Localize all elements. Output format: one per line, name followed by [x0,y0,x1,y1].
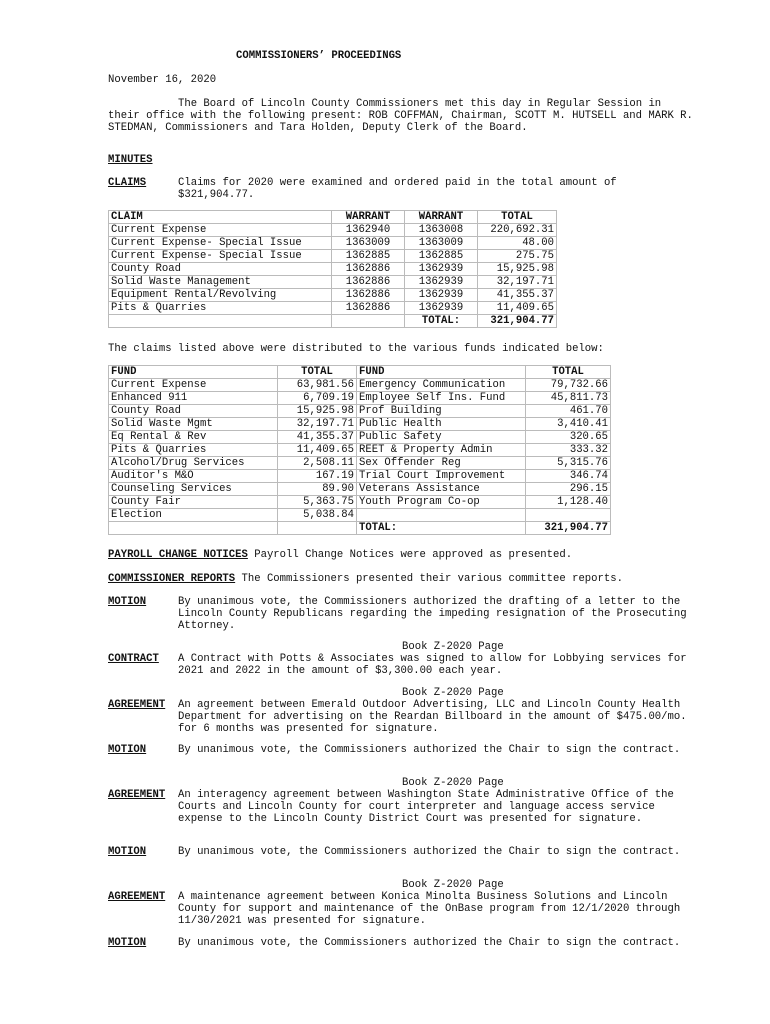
fund-total: 346.74 [526,470,611,483]
fund-name: Enhanced 911 [109,392,278,405]
claim-name: Equipment Rental/Revolving [109,289,332,302]
fund-total: 89.90 [278,483,357,496]
table-row [109,496,611,509]
fund-total: 11,409.65 [278,444,357,457]
table-row [109,224,557,237]
agreement-heading: AGREEMENT [108,699,166,711]
fund-total: 45,811.73 [526,392,611,405]
fund-total: 1,128.40 [526,496,611,509]
warrant-to: 1362939 [405,276,478,289]
warrant-from: 1363009 [332,237,405,250]
fund-name: Youth Program Co-op [357,496,526,509]
fund-name: Counseling Services [109,483,278,496]
meeting-date: November 16, 2020 [108,74,217,86]
contract-heading: CONTRACT [108,653,159,665]
table-row [109,379,611,392]
fund-name: Public Safety [357,431,526,444]
table-row [109,431,611,444]
fund-total: 461.70 [526,405,611,418]
warrant-from: 1362940 [332,224,405,237]
fund-total: 3,410.41 [526,418,611,431]
payroll-text: Payroll Change Notices were approved as presented. [247,549,573,561]
funds-total-row [109,522,611,535]
claim-name: County Road [109,263,332,276]
warrant-from: 1362886 [332,289,405,302]
claims-heading: CLAIMS [108,177,147,189]
warrant-to: 1362939 [405,289,478,302]
motion-heading: MOTION [108,937,147,949]
fund-name [357,509,526,522]
book-reference: Book Z-2020 Page [402,687,504,699]
claim-total: 15,925.98 [478,263,557,276]
fund-total: 6,709.19 [278,392,357,405]
fund-total: 296.15 [526,483,611,496]
funds-total-label: TOTAL: [357,522,526,535]
claim-name: Current Expense- Special Issue [109,237,332,250]
intro-paragraph: The Board of Lincoln County Commissioners met this day in Regular Session in their office with the following present: ROB COFFMAN, Chairman, SCOTT M. HUTSELL and MARK R. STEDMAN, Commissioners and Tara Holden, Deputy Clerk of the Board. [108,98,693,134]
fund-total: 63,981.56 [278,379,357,392]
warrant-from: 1362886 [332,263,405,276]
fund-total: 5,038.84 [278,509,357,522]
contract-text: A Contract with Potts & Associates was signed to allow for Lobbying services for 2021 and 2022 in the amount of $3,300.00 each year. [178,653,687,677]
funds-total-value: 321,904.77 [526,522,611,535]
claim-total: 32,197.71 [478,276,557,289]
table-row [109,483,611,496]
claims-total-value: 321,904.77 [478,315,557,328]
table-row [109,457,611,470]
fund-name: Public Health [357,418,526,431]
funds-header-row [109,366,611,379]
warrant-to: 1363008 [405,224,478,237]
claims-text-line2: $321,904.77. [178,189,255,201]
claims-col-total: TOTAL [478,211,557,224]
payroll-section [108,549,572,561]
fund-name: County Road [109,405,278,418]
fund-name: Auditor's M&O [109,470,278,483]
claim-total: 48.00 [478,237,557,250]
motion-heading: MOTION [108,596,147,608]
fund-name: Election [109,509,278,522]
fund-name: Trial Court Improvement [357,470,526,483]
fund-total: 15,925.98 [278,405,357,418]
page-title: COMMISSIONERS’ PROCEEDINGS [236,50,402,62]
payroll-heading: PAYROLL CHANGE NOTICES [108,549,248,561]
warrant-to: 1362939 [405,302,478,315]
book-reference: Book Z-2020 Page [402,879,504,891]
warrant-to: 1362885 [405,250,478,263]
motion-text: By unanimous vote, the Commissioners authorized the Chair to sign the contract. [178,744,681,756]
funds-col-total-1: TOTAL [278,366,357,379]
claims-col-warrant-from: WARRANT [332,211,405,224]
funds-col-total-2: TOTAL [526,366,611,379]
claims-table [108,210,557,328]
fund-name: Alcohol/Drug Services [109,457,278,470]
agreement-heading: AGREEMENT [108,789,166,801]
claim-total: 220,692.31 [478,224,557,237]
warrant-to: 1363009 [405,237,478,250]
claim-total: 11,409.65 [478,302,557,315]
claim-total: 41,355.37 [478,289,557,302]
claims-col-claim: CLAIM [109,211,332,224]
table-row [109,237,557,250]
fund-name: Prof Building [357,405,526,418]
fund-total: 167.19 [278,470,357,483]
table-row [109,418,611,431]
warrant-from: 1362886 [332,276,405,289]
fund-name: County Fair [109,496,278,509]
claim-name: Pits & Quarries [109,302,332,315]
warrant-from: 1362886 [332,302,405,315]
funds-table [108,365,611,535]
claim-total: 275.75 [478,250,557,263]
agreement-text: An agreement between Emerald Outdoor Advertising, LLC and Lincoln County Health Department for advertising on the Reardan Billboard in the amount of $475.00/mo. for 6 months was presented for signature. [178,699,687,735]
claims-header-row [109,211,557,224]
book-reference: Book Z-2020 Page [402,777,504,789]
warrant-from: 1362885 [332,250,405,263]
fund-name: Employee Self Ins. Fund [357,392,526,405]
motion-heading: MOTION [108,744,147,756]
motion-text: By unanimous vote, the Commissioners authorized the Chair to sign the contract. [178,937,681,949]
fund-name: Veterans Assistance [357,483,526,496]
fund-name: Solid Waste Mgmt [109,418,278,431]
claims-col-warrant-to: WARRANT [405,211,478,224]
table-row [109,509,611,522]
book-reference: Book Z-2020 Page [402,641,504,653]
reports-section [108,573,623,585]
fund-total: 5,315.76 [526,457,611,470]
table-row [109,250,557,263]
fund-total: 2,508.11 [278,457,357,470]
table-row [109,444,611,457]
fund-name: Pits & Quarries [109,444,278,457]
fund-name: REET & Property Admin [357,444,526,457]
claims-total-row [109,315,557,328]
warrant-to: 1362939 [405,263,478,276]
funds-col-fund-1: FUND [109,366,278,379]
claims-text-line1: Claims for 2020 were examined and ordered paid in the total amount of [178,177,617,189]
fund-total: 32,197.71 [278,418,357,431]
fund-name: Current Expense [109,379,278,392]
agreement-text: An interagency agreement between Washington State Administrative Office of the Courts and Lincoln County for court interpreter and language access service expense to the Lincoln County District Court was presented for signature. [178,789,674,825]
fund-total [526,509,611,522]
motion-text: By unanimous vote, the Commissioners authorized the Chair to sign the contract. [178,846,681,858]
motion-heading: MOTION [108,846,147,858]
agreement-text: A maintenance agreement between Konica Minolta Business Solutions and Lincoln County for support and maintenance of the OnBase program from 12/1/2020 through 11/30/2021 was presented for signature. [178,891,681,927]
table-row [109,405,611,418]
minutes-heading: MINUTES [108,154,153,166]
table-row [109,302,557,315]
reports-text: The Commissioners presented their various committee reports. [235,573,623,585]
table-row [109,263,557,276]
table-row [109,470,611,483]
table-row [109,392,611,405]
claim-name: Solid Waste Management [109,276,332,289]
fund-name: Emergency Communication [357,379,526,392]
agreement-heading: AGREEMENT [108,891,166,903]
table-row [109,289,557,302]
claims-total-label: TOTAL: [405,315,478,328]
reports-heading: COMMISSIONER REPORTS [108,573,236,585]
fund-total: 5,363.75 [278,496,357,509]
fund-total: 41,355.37 [278,431,357,444]
fund-name: Sex Offender Reg [357,457,526,470]
fund-name: Eq Rental & Rev [109,431,278,444]
distribution-text: The claims listed above were distributed to the various funds indicated below: [108,343,604,355]
claim-name: Current Expense [109,224,332,237]
fund-total: 79,732.66 [526,379,611,392]
fund-total: 320.65 [526,431,611,444]
fund-total: 333.32 [526,444,611,457]
table-row [109,276,557,289]
claim-name: Current Expense- Special Issue [109,250,332,263]
motion-text: By unanimous vote, the Commissioners authorized the drafting of a letter to the Lincoln County Republicans regarding the impeding resignation of the Prosecuting Attorney. [178,596,687,632]
funds-col-fund-2: FUND [357,366,526,379]
